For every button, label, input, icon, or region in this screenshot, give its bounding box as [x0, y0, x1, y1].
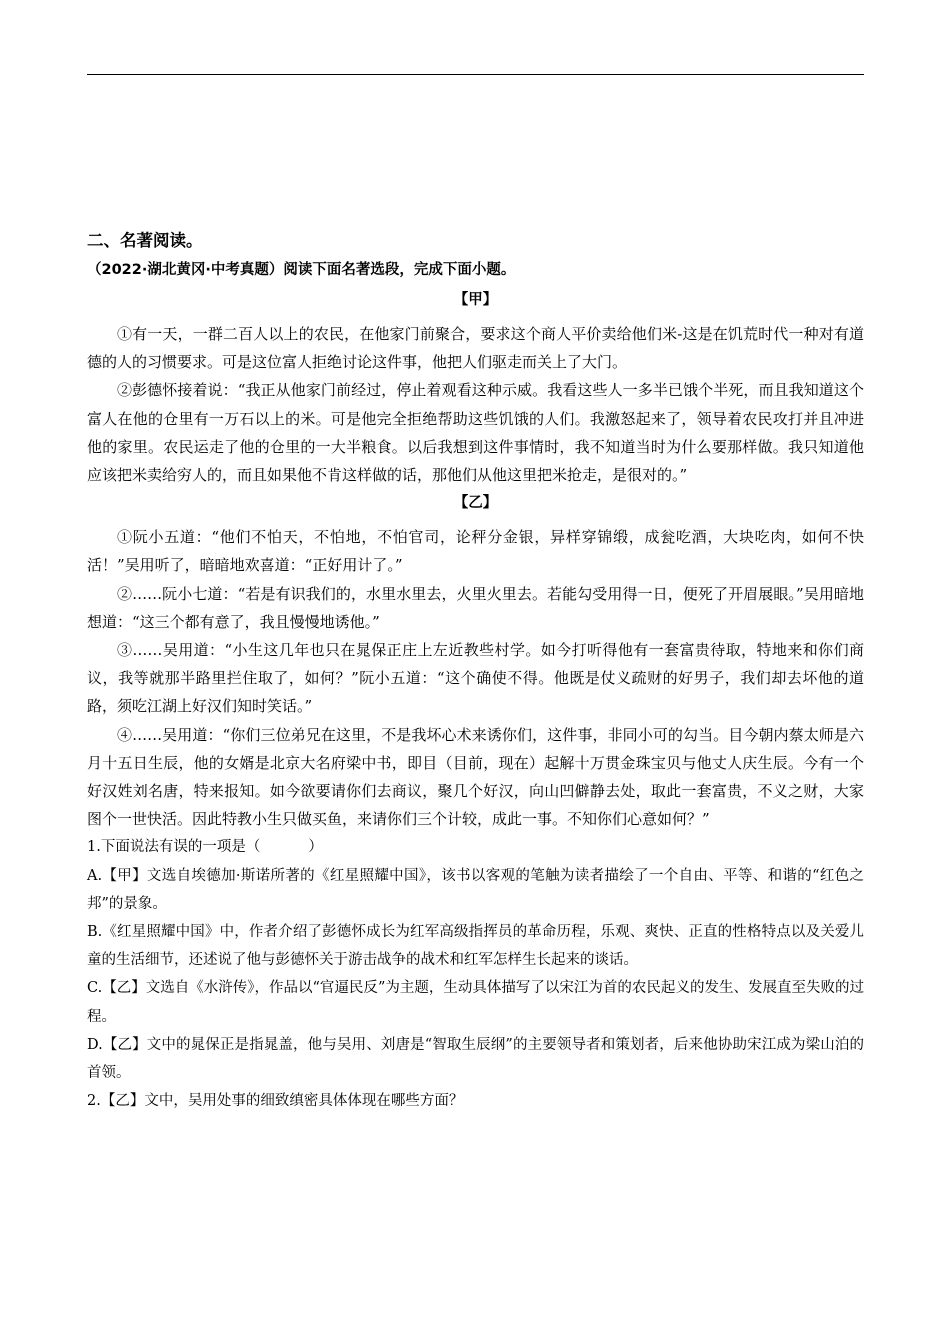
passage-jia-paragraph-1: ①有一天，一群二百人以上的农民，在他家门前聚合，要求这个商人平价卖给他们米-这是在饥荒时代一种对有道德的人的习惯要求。可是这位富人拒绝讨论这件事，他把人们驱走而关上了大门。 [87, 325, 864, 372]
option-c: C.【乙】文选自《水浒传》，作品以“官逼民反”为主题，生动具体描写了以宋江为首的农民起义的发生、发展直至失败的过程。 [87, 980, 864, 1025]
option-b: B.《红星照耀中国》中，作者介绍了彭德怀成长为红军高级指挥员的革命历程，乐观、爽快、正直的性格特点以及关爱儿童的生活细节，还述说了他与彭德怀关于游击战争的战术和红军怎样生长起来的谈话。 [87, 924, 864, 969]
header-rule [87, 74, 864, 75]
passage-yi-paragraph-2: ②……阮小七道：“若是有识我们的，水里水里去，火里火里去。若能勾受用得一日，便死了开眉展眼。”吴用暗地想道：“这三个都有意了，我且慢慢地诱他。” [87, 584, 864, 631]
section-heading: 二、名著阅读。 [87, 231, 203, 250]
question-2: 2.【乙】文中，吴用处事的细致缜密具体体现在哪些方面？ [87, 1093, 464, 1110]
passage-jia-paragraph-2: ②彭德怀接着说：“我正从他家门前经过，停止着观看这种示威。我看这些人一多半已饿个半死，而且我知道这个富人在他的仓里有一万石以上的米。可是他完全拒绝帮助这些饥饿的人们。我激怒起来了，领导着农民攻打并且冲进他的家里。农民运走了他的仓里的一大半粮食。以后我想到这件事情时，我不知道当时为什么要那样做。我只知道他应该把米卖给穷人的，而且如果他不肯这样做的话，那他们从他这里把米抢走，是很对的。” [87, 381, 864, 485]
question-1-stem: 1.下面说法有误的一项是（ [87, 839, 261, 856]
question-source: （2022·湖北黄冈·中考真题）阅读下面名著选段，完成下面小题。 [87, 262, 516, 278]
passage-yi-paragraph-1: ①阮小五道：“他们不怕天，不怕地，不怕官司，论秤分金银，异样穿锦缎，成瓮吃酒，大块吃肉，如何不快活！”吴用听了，暗暗地欢喜道：“正好用计了。” [87, 528, 864, 575]
question-1-close: ） [308, 839, 323, 856]
option-d: D.【乙】文中的晁保正是指晁盖，他与吴用、刘唐是“智取生辰纲”的主要领导者和策划者，后来他协助宋江成为梁山泊的首领。 [87, 1036, 864, 1082]
passage-yi-paragraph-4: ④……吴用道：“你们三位弟兄在这里，不是我坏心术来诱你们，这件事，非同小可的勾当。目今朝内蔡太师是六月十五日生辰，他的女婿是北京大名府梁中书，即目（目前，现在）起解十万贯金珠宝贝与他丈人庆生辰。今有一个好汉姓刘名唐，特来报知。如今欲要请你们去商议，聚几个好汉，向山凹僻静去处，取此一套富贵，不义之财，大家图个一世快活。因此特教小生只做买鱼，来请你们三个计较，成此一事。不知你们心意如何？” [87, 725, 864, 829]
passage-yi-title: 【乙】 [453, 495, 498, 512]
passage-jia-title: 【甲】 [453, 292, 498, 308]
question-1 [87, 833, 864, 861]
content-area [87, 230, 864, 1115]
option-a: A.【甲】文选自埃德加·斯诺所著的《红星照耀中国》，该书以客观的笔触为读者描绘了一个自由、平等、和谐的“红色之邦”的景象。 [87, 867, 864, 912]
passage-yi-paragraph-3: ③……吴用道：“小生这几年也只在晁保正庄上左近教些村学。如今打听得他有一套富贵待取，特地来和你们商议，我等就那半路里拦住取了，如何？”阮小五道：“这个确使不得。他既是仗义疏财的好男子，我们却去坏他的道路，须吃江湖上好汉们知时笑话。” [87, 641, 864, 716]
